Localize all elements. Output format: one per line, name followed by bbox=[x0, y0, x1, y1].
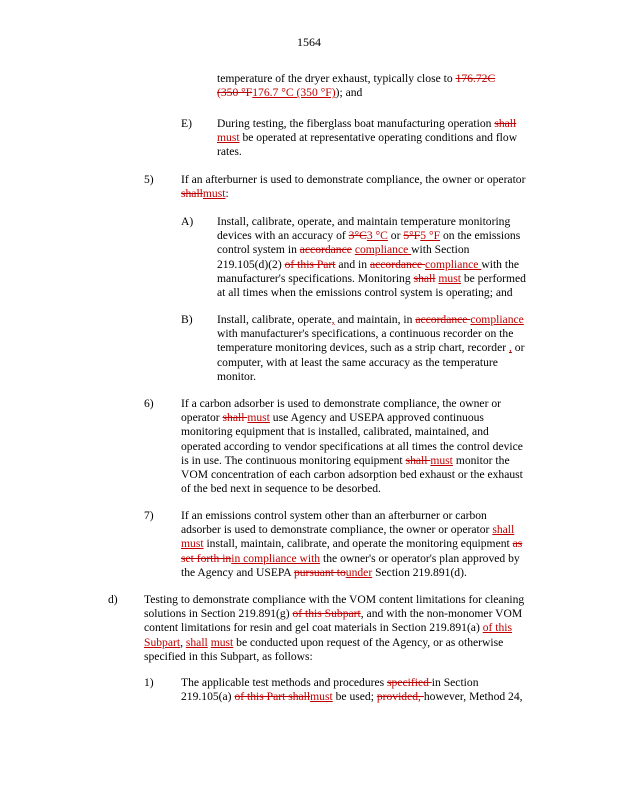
text-run: on the emissions bbox=[440, 229, 521, 243]
text-run: temperature monitoring devices, such as a strip chart, recorder bbox=[217, 341, 509, 355]
deleted-text: 3°C bbox=[348, 229, 367, 243]
text-line bbox=[217, 72, 495, 86]
text-run: or bbox=[387, 229, 404, 243]
text-line bbox=[217, 327, 524, 341]
text-line bbox=[217, 229, 526, 243]
text-run: Install, calibrate, operate, and maintain temperature monitoring bbox=[217, 215, 511, 228]
text-line bbox=[181, 173, 525, 187]
text-run: content limitations for resin and gel coat materials in Section 219.891(a) bbox=[144, 621, 483, 635]
text-line bbox=[217, 145, 517, 159]
text-run: of the bed next in sequence to be desorbed. bbox=[181, 482, 381, 496]
text-run: VOM concentration of each carbon adsorption bed exhaust or the exhaust bbox=[181, 468, 523, 482]
text-run: and in bbox=[335, 257, 370, 271]
text-line bbox=[181, 468, 523, 482]
text-run: If an emissions control system other than an afterburner or carbon bbox=[181, 509, 487, 522]
text-line bbox=[181, 537, 522, 551]
inserted-text: under bbox=[345, 565, 373, 579]
text-run: be operated at representative operating conditions and flow bbox=[239, 131, 518, 145]
inserted-text: Subpart bbox=[144, 635, 181, 649]
inserted-text: , bbox=[331, 313, 335, 326]
text-run: control system in bbox=[217, 243, 300, 257]
text-run: 219.105(d)(2) bbox=[217, 257, 285, 271]
text-line bbox=[181, 397, 523, 411]
item-5A-text bbox=[217, 215, 526, 300]
text-run: : bbox=[225, 187, 229, 201]
text-run: During testing, the fiberglass boat manufacturing operation bbox=[217, 117, 495, 130]
text-run: , and with the non-monomer VOM bbox=[360, 607, 523, 621]
text-run: install, maintain, calibrate, and operate the monitoring equipment bbox=[203, 537, 513, 551]
deleted-text: accordance bbox=[369, 257, 425, 271]
text-line bbox=[217, 272, 526, 286]
deleted-text: of this Part shall bbox=[234, 690, 311, 704]
item-6-text bbox=[181, 397, 523, 496]
text-run: , bbox=[180, 635, 186, 649]
text-run: use Agency and USEPA approved continuous bbox=[269, 411, 484, 425]
deleted-text: shall bbox=[494, 117, 517, 130]
inserted-text: must bbox=[430, 453, 453, 467]
deleted-text: accordance bbox=[299, 243, 352, 257]
text-run: Install, calibrate, operate bbox=[217, 313, 332, 326]
text-line bbox=[217, 131, 517, 145]
text-run: however, Method 24, bbox=[423, 690, 523, 704]
text-run: If a carbon adsorber is used to demonstrate compliance, the owner or bbox=[181, 397, 501, 410]
inserted-text: compliance bbox=[354, 243, 412, 257]
text-line bbox=[144, 593, 524, 607]
deleted-text: pursuant to bbox=[293, 565, 346, 579]
inserted-text: 5 °F bbox=[420, 229, 441, 243]
text-run: The applicable test methods and procedures bbox=[181, 676, 388, 689]
item-5-text bbox=[181, 173, 525, 201]
text-line bbox=[217, 341, 524, 355]
inserted-text: of this bbox=[482, 621, 513, 635]
inserted-text: must bbox=[202, 187, 226, 201]
text-run: operator bbox=[181, 411, 223, 425]
text-line bbox=[181, 187, 525, 201]
text-line bbox=[181, 676, 523, 690]
inserted-text: in compliance with bbox=[231, 551, 321, 565]
item-d1-text bbox=[181, 676, 523, 704]
text-run: the Agency and USEPA bbox=[181, 565, 294, 579]
deleted-text: accordance bbox=[415, 313, 471, 326]
text-line bbox=[217, 370, 524, 384]
text-run: with the bbox=[481, 257, 520, 271]
text-line bbox=[217, 86, 495, 100]
text-line bbox=[181, 552, 522, 566]
text-run: be performed bbox=[460, 271, 526, 285]
text-line bbox=[181, 509, 522, 523]
text-run: computer, with at least the same accuracy as the temperature bbox=[217, 355, 498, 369]
text-run: specified in this Subpart, as follows: bbox=[144, 649, 313, 663]
text-run: devices with an accuracy of bbox=[217, 229, 349, 243]
inserted-text: must bbox=[210, 635, 234, 649]
text-line bbox=[217, 286, 526, 300]
item-label-6: 6) bbox=[144, 397, 154, 410]
text-line bbox=[144, 636, 524, 650]
inserted-text: must bbox=[438, 271, 461, 285]
item-label-E: E) bbox=[181, 117, 192, 130]
text-line bbox=[217, 356, 524, 370]
item-label-5: 5) bbox=[144, 173, 154, 186]
deleted-text: as bbox=[512, 537, 523, 551]
text-run: rates. bbox=[217, 145, 242, 159]
inserted-text: shall bbox=[492, 523, 515, 537]
item-label-d1: 1) bbox=[144, 676, 154, 689]
deleted-text: shall bbox=[413, 271, 436, 285]
item-label-5B: B) bbox=[181, 313, 193, 326]
text-run: at all times when the emissions control system is operating; and bbox=[217, 286, 513, 300]
deleted-text: provided, bbox=[376, 690, 424, 704]
deleted-text: 176.72C bbox=[455, 72, 496, 85]
text-line bbox=[181, 440, 523, 454]
inserted-text: must bbox=[217, 131, 240, 145]
text-run: or bbox=[511, 341, 525, 355]
item-label-d: d) bbox=[108, 593, 118, 606]
text-line bbox=[217, 243, 526, 257]
text-run: temperature of the dryer exhaust, typically close to bbox=[217, 72, 456, 85]
text-run: manufacturer's specifications. Monitoring bbox=[217, 271, 414, 285]
text-run: 219.105(a) bbox=[181, 690, 235, 704]
item-label-7: 7) bbox=[144, 509, 154, 522]
item-5B-text bbox=[217, 313, 524, 384]
text-line bbox=[181, 454, 523, 468]
deleted-text: (350 °F bbox=[217, 86, 253, 100]
item-label-5A: A) bbox=[181, 215, 194, 228]
deleted-text: shall bbox=[405, 453, 431, 467]
text-run: monitor the bbox=[452, 453, 510, 467]
text-run: ); and bbox=[335, 86, 363, 100]
deleted-text: set forth in bbox=[181, 551, 232, 565]
deleted-text: 5°F bbox=[403, 229, 421, 243]
text-line bbox=[217, 215, 526, 229]
text-run: in Section bbox=[431, 676, 479, 689]
text-run: monitor. bbox=[217, 369, 256, 383]
text-line bbox=[181, 411, 523, 425]
text-run: is in use. The continuous monitoring equipment bbox=[181, 453, 406, 467]
item-d-text bbox=[144, 593, 524, 664]
inserted-text: must bbox=[181, 537, 204, 551]
text-line bbox=[181, 690, 523, 704]
text-run: be used; bbox=[332, 690, 377, 704]
text-line bbox=[217, 313, 524, 327]
inserted-text: 3 °C bbox=[366, 229, 388, 243]
text-line bbox=[181, 425, 523, 439]
text-line bbox=[217, 258, 526, 272]
text-run: solutions in Section 219.891(g) bbox=[144, 607, 293, 621]
text-run: with Section bbox=[411, 243, 470, 257]
deleted-text: shall bbox=[181, 187, 203, 201]
deleted-text: of this Subpart bbox=[292, 607, 361, 621]
deleted-text: specified bbox=[387, 676, 432, 689]
text-run: with manufacturer's specifications, a continuous recorder on the bbox=[217, 327, 514, 341]
text-run: Testing to demonstrate compliance with the VOM content limitations for cleaning bbox=[144, 593, 525, 606]
text-run: monitoring equipment that is installed, calibrated, maintained, and bbox=[181, 425, 489, 439]
item-7-text bbox=[181, 509, 522, 580]
text-run: operated according to vendor specifications at all times the control device bbox=[181, 439, 523, 453]
text-run: adsorber is used to demonstrate compliance, the owner or operator bbox=[181, 523, 493, 537]
page-number: 1564 bbox=[297, 35, 321, 49]
inserted-text: compliance bbox=[425, 257, 482, 271]
inserted-text: 176.7 °C (350 °F) bbox=[252, 86, 336, 100]
text-run: If an afterburner is used to demonstrate compliance, the owner or operator bbox=[181, 173, 526, 186]
text-line bbox=[181, 566, 522, 580]
inserted-text: , bbox=[508, 341, 512, 355]
text-run: the owner's or operator's plan approved by bbox=[320, 551, 520, 565]
inserted-text: must bbox=[247, 411, 270, 425]
inserted-text: must bbox=[310, 690, 333, 704]
deleted-text: shall bbox=[222, 411, 248, 425]
continuation-paragraph bbox=[217, 72, 495, 100]
text-run: and maintain, in bbox=[334, 313, 416, 326]
item-E-text bbox=[217, 117, 517, 160]
text-line bbox=[144, 607, 524, 621]
deleted-text: of this Part bbox=[284, 257, 336, 271]
inserted-text: compliance bbox=[470, 313, 524, 326]
text-line bbox=[181, 523, 522, 537]
text-line bbox=[217, 117, 517, 131]
text-line bbox=[181, 482, 523, 496]
text-run: be conducted upon request of the Agency, or as otherwise bbox=[233, 635, 504, 649]
text-run: Section 219.891(d). bbox=[372, 565, 467, 579]
inserted-text: shall bbox=[185, 635, 208, 649]
text-line bbox=[144, 650, 524, 664]
text-line bbox=[144, 621, 524, 635]
